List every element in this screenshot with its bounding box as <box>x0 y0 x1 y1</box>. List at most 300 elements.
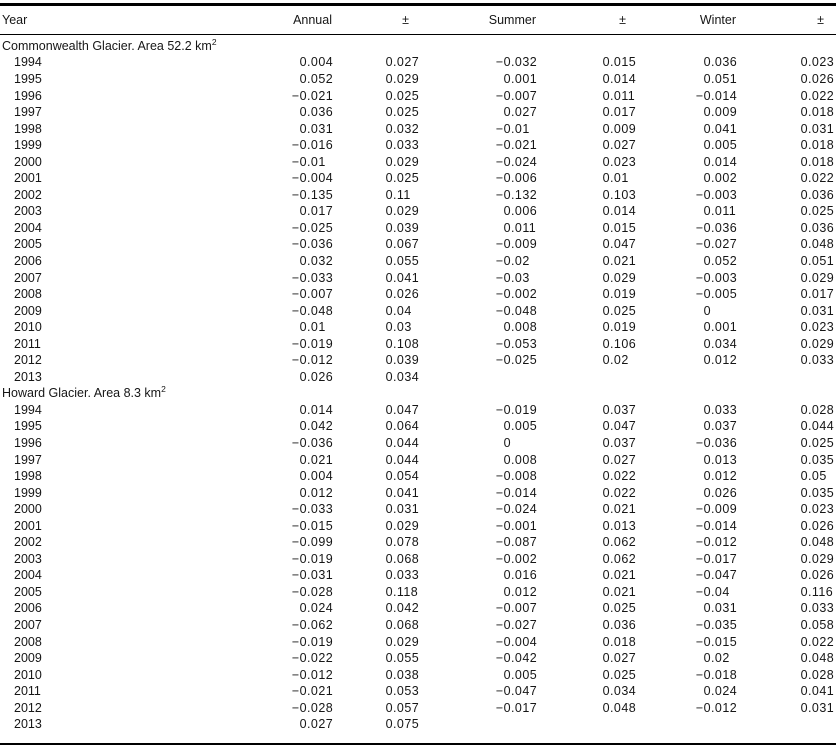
year-cell: 2004 <box>14 568 42 583</box>
col-header-pm-annual: ± <box>402 12 409 27</box>
year-cell: 1998 <box>14 121 42 136</box>
annual-value: −0 .099 <box>291 535 334 550</box>
table-row <box>0 137 836 154</box>
summer-pm-value: 0 .106 <box>602 336 637 351</box>
annual-value: −0 .025 <box>291 220 334 235</box>
annual-pm-value: 0 .075 <box>385 717 420 732</box>
year-cell: 1995 <box>14 419 42 434</box>
col-header-pm-winter: ± <box>817 12 824 27</box>
summer-value: −0 .01 <box>495 121 530 136</box>
annual-pm-value: 0 .118 <box>385 584 419 599</box>
annual-value: −0 .135 <box>291 187 334 202</box>
summer-pm-value: 0 .103 <box>602 187 637 202</box>
winter-value: 0 .001 <box>703 320 738 335</box>
summer-pm-value: 0 .025 <box>602 303 637 318</box>
annual-value: −0 .016 <box>291 138 334 153</box>
table-row <box>0 551 836 568</box>
summer-value: 0 .016 <box>503 568 538 583</box>
summer-value: 0 .012 <box>503 584 538 599</box>
winter-pm-value: 0 .033 <box>800 353 835 368</box>
annual-value: 0 .01 <box>299 320 326 335</box>
annual-value: 0 .024 <box>299 601 334 616</box>
annual-pm-value: 0 .055 <box>385 254 420 268</box>
col-header-annual: Annual <box>293 12 332 27</box>
winter-value: 0 .031 <box>703 601 738 616</box>
summer-pm-value: 0 .021 <box>602 584 637 599</box>
bottom-rule <box>0 743 836 746</box>
annual-value: −0 .019 <box>291 551 334 566</box>
summer-pm-value: 0 .023 <box>602 154 637 169</box>
winter-value: −0 .036 <box>695 436 738 451</box>
annual-pm-value: 0 .041 <box>385 270 420 285</box>
table-row <box>0 236 836 253</box>
annual-value: −0 .036 <box>291 237 334 252</box>
annual-value: 0 .032 <box>299 254 334 268</box>
winter-pm-value: 0 .023 <box>800 55 835 70</box>
annual-pm-value: 0 .044 <box>385 452 420 467</box>
year-cell: 2011 <box>14 336 41 351</box>
winter-pm-value: 0 .031 <box>800 121 835 136</box>
summer-pm-value: 0 .021 <box>602 254 637 268</box>
annual-value: −0 .028 <box>291 584 334 599</box>
winter-pm-value: 0 .028 <box>800 402 835 417</box>
year-cell: 2005 <box>14 237 42 252</box>
annual-pm-value: 0 .038 <box>385 667 420 682</box>
section-title-text: Commonwealth Glacier. Area 52.2 km <box>2 38 212 53</box>
annual-value: 0 .004 <box>299 469 334 484</box>
winter-value: 0 .002 <box>703 171 738 186</box>
winter-value: −0 .017 <box>695 551 738 566</box>
annual-pm-value: 0 .029 <box>385 154 420 169</box>
annual-value: −0 .021 <box>291 684 334 699</box>
year-cell: 2009 <box>14 303 42 318</box>
summer-value: 0 .005 <box>503 419 538 434</box>
year-cell: 2013 <box>14 369 42 384</box>
section-title-text: Howard Glacier. Area 8.3 km <box>2 386 162 401</box>
summer-value: −0 .048 <box>495 303 538 318</box>
col-header-year: Year <box>2 12 28 27</box>
summer-value <box>421 369 539 386</box>
winter-pm-value: 0 .048 <box>800 237 835 252</box>
annual-value: −0 .062 <box>291 618 334 633</box>
annual-value: 0 .017 <box>299 204 334 219</box>
annual-pm-value: 0 .042 <box>385 601 420 616</box>
winter-pm-value: 0 .026 <box>800 71 835 86</box>
annual-value: −0 .012 <box>291 667 334 682</box>
superscript: 2 <box>161 384 166 395</box>
year-cell: 1997 <box>14 105 42 120</box>
summer-pm-value: 0 .021 <box>602 502 637 517</box>
col-header-summer: Summer <box>488 12 536 27</box>
summer-pm-value: 0 .01 <box>602 171 629 186</box>
year-cell: 2002 <box>14 187 42 202</box>
winter-pm-value: 0 .116 <box>800 584 834 599</box>
year-cell: 1995 <box>14 71 42 86</box>
annual-pm-value: 0 .025 <box>385 88 420 103</box>
table-row <box>0 286 836 303</box>
summer-pm-value <box>539 716 638 733</box>
annual-value: −0 .007 <box>291 287 334 302</box>
summer-pm-value: 0 .062 <box>602 535 637 550</box>
year-cell: 2012 <box>14 353 42 368</box>
summer-value: 0 .027 <box>503 105 538 120</box>
winter-pm-value: 0 .031 <box>800 700 835 715</box>
annual-pm-value: 0 .11 <box>385 187 411 202</box>
summer-pm-value: 0 .047 <box>602 237 637 252</box>
summer-pm-value: 0 .062 <box>602 551 637 566</box>
annual-pm-value: 0 .039 <box>385 353 420 368</box>
annual-pm-value: 0 .064 <box>385 419 420 434</box>
annual-value: −0 .033 <box>291 502 334 517</box>
winter-value: −0 .003 <box>695 270 738 285</box>
winter-value: 0 .051 <box>703 71 738 86</box>
winter-value: −0 .018 <box>695 667 738 682</box>
col-header-winter: Winter <box>699 12 736 27</box>
table-row <box>0 71 836 88</box>
summer-value: −0 .047 <box>495 684 538 699</box>
summer-value: −0 .042 <box>495 651 538 666</box>
annual-value: 0 .042 <box>299 419 334 434</box>
winter-value: 0 .013 <box>703 452 738 467</box>
summer-pm-value: 0 .027 <box>602 651 637 666</box>
winter-pm-value: 0 .058 <box>800 618 835 633</box>
winter-value: 0 .009 <box>703 105 738 120</box>
table-header-row <box>0 6 836 34</box>
table-row <box>0 485 836 502</box>
summer-value: 0 .008 <box>503 320 538 335</box>
winter-value: 0 .012 <box>703 469 738 484</box>
superscript: 2 <box>211 36 217 47</box>
winter-value: −0 .003 <box>695 187 738 202</box>
winter-value: 0 .036 <box>703 55 738 70</box>
winter-pm-value: 0 .031 <box>800 303 835 318</box>
table-row <box>0 501 836 518</box>
table-row <box>0 402 836 419</box>
annual-pm-value: 0 .04 <box>385 303 412 318</box>
summer-pm-value: 0 .009 <box>602 121 637 136</box>
summer-pm-value: 0 .019 <box>602 287 637 302</box>
annual-pm-value: 0 .029 <box>385 204 420 219</box>
annual-value: −0 .019 <box>291 634 334 649</box>
annual-value: −0 .004 <box>291 171 334 186</box>
summer-value: −0 .006 <box>495 171 538 186</box>
year-cell: 2011 <box>14 684 41 699</box>
summer-value: −0 .007 <box>495 88 538 103</box>
winter-value: −0 .036 <box>695 220 738 235</box>
table-row <box>0 600 836 617</box>
year-cell: 2008 <box>14 287 42 302</box>
summer-value: −0 .014 <box>495 485 538 500</box>
year-cell: 2003 <box>14 551 42 566</box>
annual-value: −0 .022 <box>291 651 334 666</box>
winter-pm-value: 0 .022 <box>800 88 835 103</box>
summer-pm-value: 0 .034 <box>602 684 637 699</box>
annual-pm-value: 0 .041 <box>385 485 420 500</box>
year-cell: 2004 <box>14 220 42 235</box>
winter-value: 0 .005 <box>703 138 738 153</box>
table-row <box>0 534 836 551</box>
winter-value: −0 .047 <box>695 568 738 583</box>
year-cell: 2001 <box>14 171 42 186</box>
table-row <box>0 121 836 138</box>
summer-value: −0 .087 <box>495 535 538 550</box>
winter-pm-value: 0 .036 <box>800 187 835 202</box>
table-row <box>0 220 836 237</box>
year-cell: 2009 <box>14 651 42 666</box>
winter-value: 0 .033 <box>703 402 738 417</box>
table-body <box>0 35 836 743</box>
winter-pm-value: 0 .017 <box>800 287 835 302</box>
year-cell: 2007 <box>14 270 42 285</box>
summer-value: −0 .002 <box>495 551 538 566</box>
year-cell: 1996 <box>14 436 42 451</box>
winter-pm-value: 0 .035 <box>800 485 835 500</box>
table-row <box>0 369 836 386</box>
annual-pm-value: 0 .031 <box>385 502 420 517</box>
summer-value: 0 .001 <box>503 71 538 86</box>
table-row <box>0 336 836 353</box>
annual-value: 0 .052 <box>299 71 334 86</box>
winter-value: 0 .014 <box>703 154 738 169</box>
summer-value: 0 <box>503 436 511 451</box>
winter-pm-value: 0 .025 <box>800 436 835 451</box>
summer-value: 0 .005 <box>503 667 538 682</box>
table-row <box>0 650 836 667</box>
winter-value: −0 .014 <box>695 88 738 103</box>
winter-pm-value: 0 .048 <box>800 651 835 666</box>
annual-pm-value: 0 .068 <box>385 551 420 566</box>
summer-pm-value: 0 .014 <box>602 204 637 219</box>
table-row <box>0 617 836 634</box>
year-cell: 2006 <box>14 254 42 268</box>
annual-pm-value: 0 .055 <box>385 651 420 666</box>
winter-value: −0 .027 <box>695 237 738 252</box>
summer-pm-value: 0 .022 <box>602 485 637 500</box>
summer-value: −0 .019 <box>495 402 538 417</box>
winter-value: 0 .052 <box>703 254 738 268</box>
winter-value: 0 .011 <box>703 204 737 219</box>
summer-value: −0 .025 <box>495 353 538 368</box>
summer-value: 0 .008 <box>503 452 538 467</box>
winter-pm-value: 0 .048 <box>800 535 835 550</box>
summer-pm-value: 0 .011 <box>602 88 636 103</box>
annual-value: 0 .014 <box>299 402 334 417</box>
year-cell: 1994 <box>14 402 42 417</box>
summer-pm-value: 0 .036 <box>602 618 637 633</box>
year-cell: 2010 <box>14 667 42 682</box>
year-cell: 1999 <box>14 138 42 153</box>
table-row <box>0 518 836 535</box>
annual-pm-value: 0 .026 <box>385 287 420 302</box>
year-cell: 2012 <box>14 700 42 715</box>
annual-value: 0 .027 <box>299 717 334 732</box>
winter-value: 0 .026 <box>703 485 738 500</box>
summer-pm-value: 0 .027 <box>602 138 637 153</box>
summer-pm-value: 0 .047 <box>602 419 637 434</box>
summer-value: −0 .021 <box>495 138 538 153</box>
year-cell: 2007 <box>14 618 42 633</box>
summer-value: −0 .024 <box>495 154 538 169</box>
table-row <box>0 352 836 369</box>
annual-value: −0 .021 <box>291 88 334 103</box>
table-row <box>0 716 836 733</box>
winter-value: −0 .035 <box>695 618 738 633</box>
summer-pm-value <box>539 369 638 386</box>
annual-value: −0 .048 <box>291 303 334 318</box>
annual-value: −0 .028 <box>291 700 334 715</box>
winter-pm-value <box>739 716 836 733</box>
winter-value: −0 .012 <box>695 535 738 550</box>
year-cell: 2008 <box>14 634 42 649</box>
winter-pm-value: 0 .044 <box>800 419 835 434</box>
annual-value: −0 .019 <box>291 336 334 351</box>
table-row <box>0 468 836 485</box>
summer-pm-value: 0 .021 <box>602 568 637 583</box>
annual-pm-value: 0 .067 <box>385 237 420 252</box>
winter-value: 0 .041 <box>703 121 738 136</box>
winter-value: 0 .02 <box>703 651 730 666</box>
winter-pm-value: 0 .035 <box>800 452 835 467</box>
winter-pm-value: 0 .018 <box>800 105 835 120</box>
annual-pm-value: 0 .025 <box>385 105 420 120</box>
summer-value: −0 .004 <box>495 634 538 649</box>
annual-pm-value: 0 .034 <box>385 369 420 384</box>
winter-value: −0 .04 <box>695 584 730 599</box>
annual-pm-value: 0 .068 <box>385 618 420 633</box>
table-row <box>0 667 836 684</box>
table-row <box>0 270 836 287</box>
winter-pm-value: 0 .029 <box>800 270 835 285</box>
table-row <box>0 170 836 187</box>
year-cell: 2010 <box>14 320 42 335</box>
annual-pm-value: 0 .029 <box>385 518 420 533</box>
winter-value: 0 .034 <box>703 336 738 351</box>
winter-pm-value: 0 .026 <box>800 568 835 583</box>
summer-value: 0 .011 <box>503 220 537 235</box>
summer-value <box>421 716 539 733</box>
summer-value: −0 .053 <box>495 336 538 351</box>
winter-value: 0 .037 <box>703 419 738 434</box>
winter-pm-value: 0 .025 <box>800 204 835 219</box>
summer-value: −0 .001 <box>495 518 538 533</box>
winter-pm-value: 0 .022 <box>800 171 835 186</box>
summer-value: −0 .008 <box>495 469 538 484</box>
annual-value: 0 .012 <box>299 485 334 500</box>
winter-value: 0 .012 <box>703 353 738 368</box>
winter-pm-value <box>739 369 836 386</box>
winter-pm-value: 0 .029 <box>800 551 835 566</box>
summer-pm-value: 0 .037 <box>602 402 637 417</box>
winter-value: −0 .009 <box>695 502 738 517</box>
annual-pm-value: 0 .025 <box>385 171 420 186</box>
annual-value: −0 .015 <box>291 518 334 533</box>
annual-value: −0 .012 <box>291 353 334 368</box>
annual-pm-value: 0 .029 <box>385 634 420 649</box>
section-title-row <box>0 385 836 402</box>
year-cell: 1998 <box>14 469 42 484</box>
year-cell: 2013 <box>14 717 42 732</box>
annual-value: 0 .026 <box>299 369 334 384</box>
winter-pm-value: 0 .023 <box>800 502 835 517</box>
winter-pm-value: 0 .028 <box>800 667 835 682</box>
annual-pm-value: 0 .054 <box>385 469 420 484</box>
annual-value: 0 .031 <box>299 121 334 136</box>
winter-pm-value: 0 .018 <box>800 154 835 169</box>
table-row <box>0 584 836 601</box>
annual-pm-value: 0 .044 <box>385 436 420 451</box>
summer-pm-value: 0 .018 <box>602 634 637 649</box>
annual-pm-value: 0 .033 <box>385 138 420 153</box>
annual-pm-value: 0 .047 <box>385 402 420 417</box>
winter-pm-value: 0 .036 <box>800 220 835 235</box>
section-title <box>0 38 836 55</box>
annual-pm-value: 0 .053 <box>385 684 420 699</box>
summer-value: −0 .02 <box>495 254 530 268</box>
annual-value: 0 .036 <box>299 105 334 120</box>
year-cell: 1994 <box>14 55 42 70</box>
annual-pm-value: 0 .057 <box>385 700 420 715</box>
table-row <box>0 253 836 270</box>
winter-pm-value: 0 .033 <box>800 601 835 616</box>
winter-value: −0 .015 <box>695 634 738 649</box>
summer-value: −0 .002 <box>495 287 538 302</box>
annual-pm-value: 0 .039 <box>385 220 420 235</box>
table-row <box>0 154 836 171</box>
summer-pm-value: 0 .025 <box>602 601 637 616</box>
summer-pm-value: 0 .027 <box>602 452 637 467</box>
year-cell: 2006 <box>14 601 42 616</box>
year-cell: 2005 <box>14 584 42 599</box>
annual-pm-value: 0 .03 <box>385 320 412 335</box>
annual-pm-value: 0 .078 <box>385 535 420 550</box>
table-row <box>0 104 836 121</box>
table-row <box>0 683 836 700</box>
winter-pm-value: 0 .041 <box>800 684 835 699</box>
summer-value: −0 .132 <box>495 187 538 202</box>
table-row <box>0 567 836 584</box>
summer-pm-value: 0 .037 <box>602 436 637 451</box>
summer-pm-value: 0 .02 <box>602 353 629 368</box>
winter-pm-value: 0 .05 <box>800 469 827 484</box>
annual-pm-value: 0 .027 <box>385 55 420 70</box>
year-cell: 2000 <box>14 502 42 517</box>
annual-pm-value: 0 .033 <box>385 568 420 583</box>
winter-pm-value: 0 .051 <box>800 254 835 268</box>
table-row <box>0 303 836 320</box>
winter-value <box>638 369 739 386</box>
table-row <box>0 418 836 435</box>
annual-value: −0 .033 <box>291 270 334 285</box>
summer-pm-value: 0 .029 <box>602 270 637 285</box>
winter-value: 0 .024 <box>703 684 738 699</box>
table-row <box>0 187 836 204</box>
summer-value: −0 .03 <box>495 270 530 285</box>
year-cell: 1999 <box>14 485 42 500</box>
summer-value: −0 .027 <box>495 618 538 633</box>
summer-pm-value: 0 .019 <box>602 320 637 335</box>
table-row <box>0 634 836 651</box>
year-cell: 1996 <box>14 88 42 103</box>
table-row <box>0 452 836 469</box>
table-row <box>0 435 836 452</box>
table-row <box>0 319 836 336</box>
annual-value: 0 .021 <box>299 452 334 467</box>
annual-value: 0 .004 <box>299 55 334 70</box>
annual-pm-value: 0 .108 <box>385 336 420 351</box>
summer-value: −0 .032 <box>495 55 538 70</box>
year-cell: 2001 <box>14 518 42 533</box>
annual-value: −0 .01 <box>291 154 326 169</box>
